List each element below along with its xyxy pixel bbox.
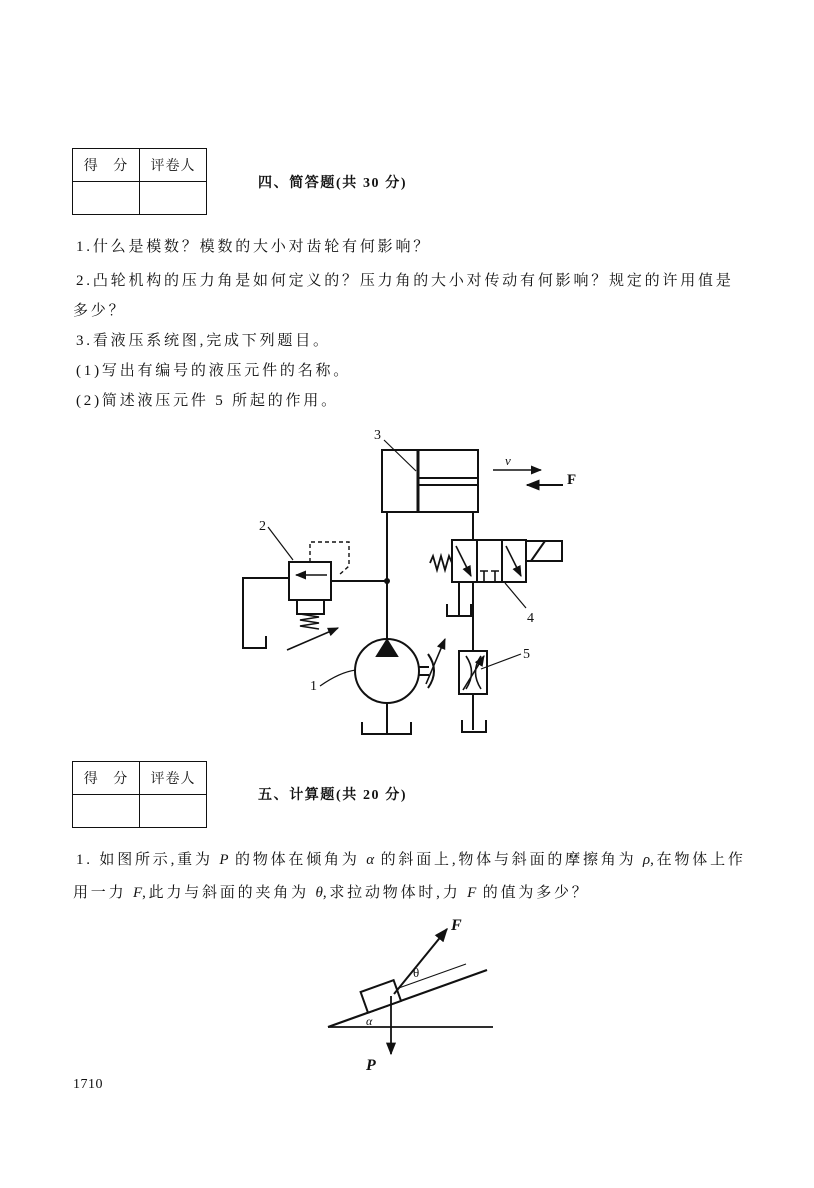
text-segment: 用一力	[73, 885, 133, 901]
question-4-3: 3.看液压系统图,完成下列题目。	[76, 333, 331, 349]
grader-cell	[140, 795, 207, 828]
slope-reference-line	[396, 964, 466, 989]
angle-alpha-label: α	[366, 1014, 373, 1028]
junction-dot	[384, 578, 390, 584]
label-3: 3	[374, 428, 381, 443]
grader-cell	[140, 182, 207, 215]
symbol-theta: θ	[315, 885, 323, 901]
leader-line-4	[505, 583, 526, 608]
text-segment: ,在物体上作	[650, 852, 746, 868]
leader-line-2	[268, 527, 293, 560]
label-1: 1	[310, 679, 317, 694]
page-number: 1710	[73, 1077, 103, 1092]
grader-header: 评卷人	[140, 762, 207, 795]
relief-valve	[287, 542, 349, 650]
force-arrow	[527, 472, 576, 488]
label-2: 2	[259, 519, 266, 534]
velocity-arrow	[493, 453, 541, 470]
question-4-2-line2: 多少？	[73, 303, 127, 319]
symbol-rho: ρ	[642, 852, 651, 868]
hydraulic-pump	[355, 639, 445, 703]
velocity-symbol: v	[505, 453, 511, 468]
score-header: 得 分	[73, 762, 140, 795]
symbol-f: F	[467, 885, 477, 901]
force-f-label: F	[451, 917, 462, 934]
question-4-1: 1.什么是模数？模数的大小对齿轮有何影响？	[76, 239, 432, 255]
grader-header: 评卷人	[140, 149, 207, 182]
symbol-alpha: α	[366, 852, 375, 868]
question-5-1-line2	[73, 884, 590, 902]
hydraulic-diagram	[230, 420, 590, 750]
question-4-3-sub1: (1)写出有编号的液压元件的名称。	[76, 363, 352, 379]
label-4: 4	[527, 611, 534, 626]
directional-valve	[430, 540, 562, 582]
block	[361, 980, 401, 1013]
text-segment: 的物体在倾角为	[228, 852, 367, 868]
weight-p-label: P	[366, 1057, 376, 1074]
leader-line-3	[384, 440, 416, 471]
score-box-top	[72, 148, 207, 215]
label-5: 5	[523, 647, 530, 662]
question-4-3-sub2: (2)简述液压元件 5 所起的作用。	[76, 393, 339, 409]
score-cell	[73, 795, 140, 828]
throttle-valve	[459, 651, 487, 694]
text-segment: 的值为多少？	[476, 885, 590, 901]
question-5-1-line1	[76, 851, 746, 869]
symbol-f: F	[132, 885, 143, 901]
text-segment: ,求拉动物体时,力	[322, 885, 468, 901]
symbol-p: P	[219, 852, 229, 868]
section-five-title: 五、计算题(共 20 分)	[258, 788, 408, 803]
angle-theta-label: θ	[413, 965, 420, 980]
text-segment: 的斜面上,物体与斜面的摩擦角为	[374, 852, 643, 868]
force-f-arrow	[394, 929, 447, 994]
force-symbol: F	[567, 472, 577, 488]
leader-line-1	[320, 670, 356, 686]
hydraulic-cylinder	[382, 450, 478, 512]
text-segment: 1. 如图所示,重为	[76, 852, 220, 868]
incline-diagram	[320, 910, 500, 1080]
text-segment: ,此力与斜面的夹角为	[142, 885, 316, 901]
score-header: 得 分	[73, 149, 140, 182]
score-cell	[73, 182, 140, 215]
question-4-2-line1: 2.凸轮机构的压力角是如何定义的？压力角的大小对传动有何影响？规定的许用值是	[76, 273, 734, 289]
score-box-bottom	[72, 761, 207, 828]
section-four-title: 四、简答题(共 30 分)	[258, 176, 408, 191]
relief-tank-line	[243, 578, 289, 648]
